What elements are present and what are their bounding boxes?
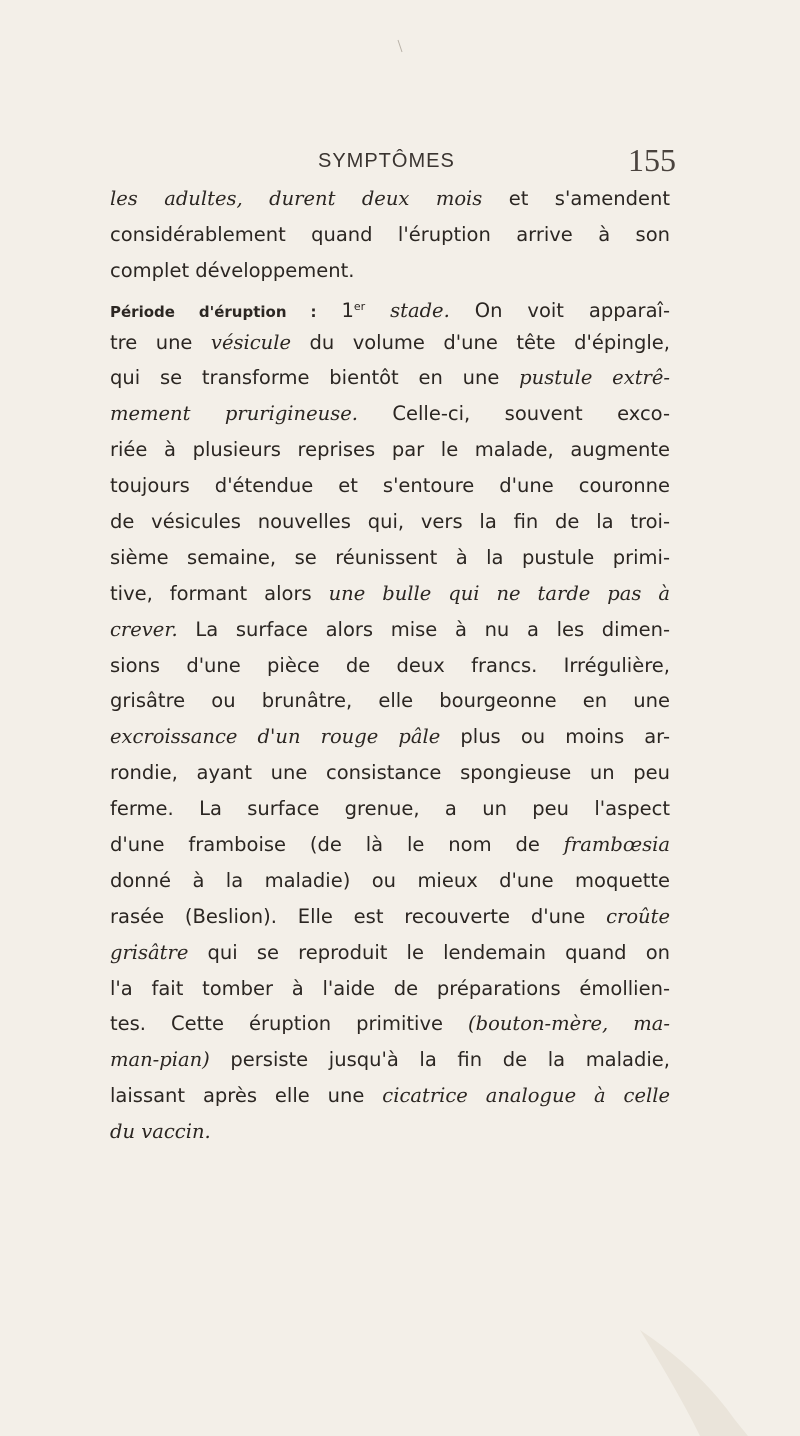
section-lead: Période d'éruption : — [110, 302, 317, 321]
text-line: sième semaine, se réunissent à la pustule primi- — [110, 545, 670, 569]
body-text — [110, 181, 670, 1150]
text-line: d'une framboise (de là le nom de frambœsia — [110, 833, 670, 857]
text-line: laissant après elle une cicatrice analogue à celle — [110, 1084, 671, 1108]
text-line: l'a fait tomber à l'aide de préparations émollien- — [110, 976, 670, 1000]
text-line: donné à la maladie) ou mieux d'une moquette — [110, 868, 670, 892]
text-line: sions d'une pièce de deux francs. Irrégulière, — [110, 653, 670, 677]
text-line: de vésicules nouvelles qui, vers la fin de la troi- — [110, 510, 670, 534]
text-line: les adultes, durent deux mois et s'amendent — [110, 187, 670, 210]
text-line: crever. La surface alors mise à nu a les dimen- — [110, 617, 670, 641]
page-number: 155 — [628, 142, 676, 178]
text-line: complet développement. — [110, 258, 355, 282]
running-title: SYMPTÔMES — [318, 150, 455, 172]
text-line: rasée (Beslion). Elle est recouverte d'une croûte — [110, 904, 670, 928]
text-line: considérablement quand l'éruption arrive à son — [110, 222, 670, 246]
text-line: qui se transforme bientôt en une pustule extrê- — [110, 366, 670, 390]
text-line: grisâtre ou brunâtre, elle bourgeonne en une — [110, 689, 670, 713]
text-line: excroissance d'un rouge pâle plus ou moins ar- — [110, 725, 670, 749]
text-line: tes. Cette éruption primitive (bouton-mère, ma- — [110, 1012, 670, 1036]
section-lead-line: Période d'éruption : 1er stade. On voit apparaî- — [110, 298, 670, 322]
text-line: rondie, ayant une consistance spongieuse un peu — [110, 761, 670, 785]
text-line: tre une vésicule du volume d'une tête d'épingle, — [110, 330, 671, 354]
text-line: man-pian) persiste jusqu'à la fin de la maladie, — [110, 1048, 670, 1072]
text-line: toujours d'étendue et s'entoure d'une couronne — [110, 474, 670, 498]
text-line: tive, formant alors une bulle qui ne tarde pas à — [110, 581, 671, 605]
page-header — [0, 138, 800, 178]
text-line: grisâtre qui se reproduit le lendemain quand on — [110, 940, 670, 964]
text-line: mement prurigineuse. Celle-ci, souvent exco- — [110, 402, 670, 426]
text-line: riée à plusieurs reprises par le malade, augmente — [110, 438, 670, 462]
text-line: ferme. La surface grenue, a un peu l'aspect — [110, 797, 670, 821]
text-line: du vaccin. — [110, 1120, 211, 1144]
